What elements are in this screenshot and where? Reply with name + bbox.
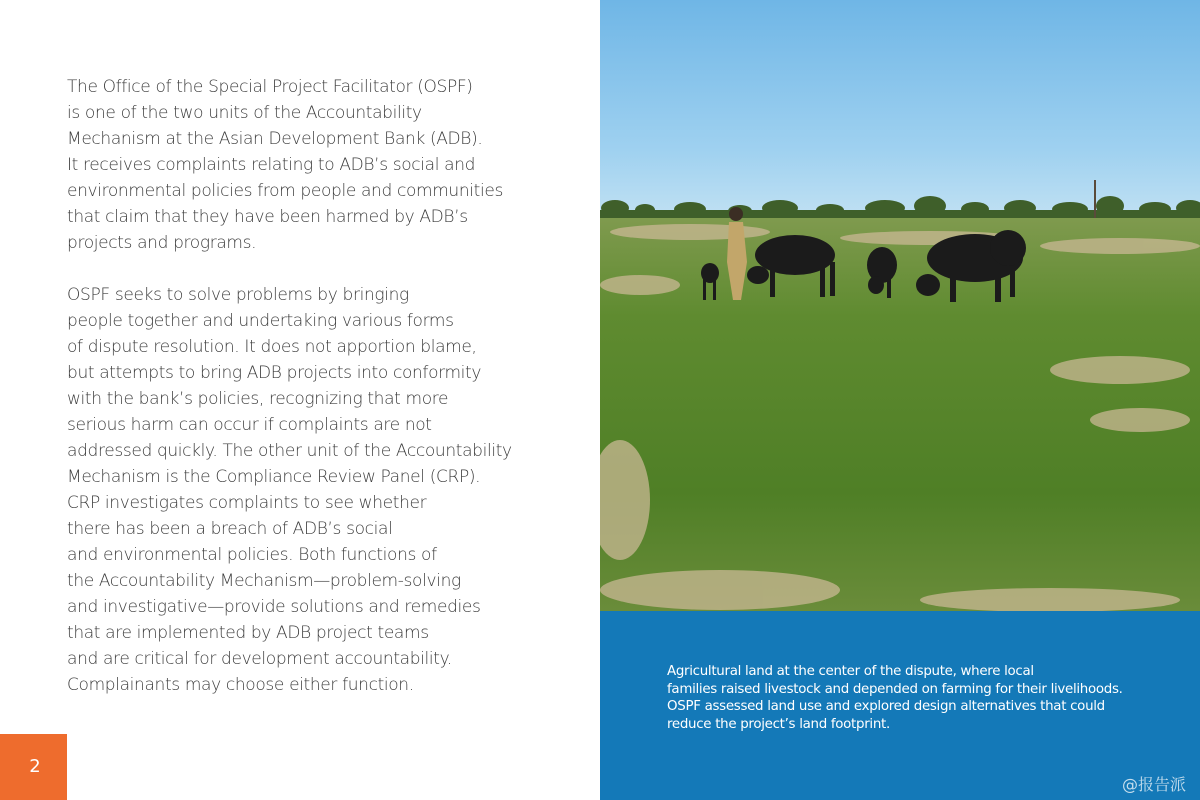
photo-caption [667, 663, 1187, 733]
page-number: 2 [29, 756, 41, 777]
text-line: people together and undertaking various forms [67, 311, 454, 331]
caption-line: Agricultural land at the center of the dispute, where local [667, 664, 1034, 679]
text-line: environmental policies from people and communities [67, 181, 503, 201]
text-line: serious harm can occur if complaints are not [67, 415, 432, 435]
paragraph-ospf-role [67, 282, 587, 698]
field-photo [600, 0, 1200, 611]
caption-panel [600, 611, 1200, 800]
paragraph-intro [67, 74, 587, 256]
text-line: Mechanism is the Compliance Review Panel (CRP). [67, 467, 481, 487]
text-line: Complainants may choose either function. [67, 675, 414, 695]
text-line: the Accountability Mechanism—problem-solving [67, 571, 461, 591]
body-text [67, 74, 587, 724]
watermark: @报告派 [1121, 775, 1186, 794]
caption-line: families raised livestock and depended on farming for their livelihoods. [667, 681, 1123, 697]
text-line: that are implemented by ADB project teams [67, 623, 429, 643]
text-line: of dispute resolution. It does not apportion blame, [67, 337, 477, 357]
text-line: but attempts to bring ADB projects into conformity [67, 363, 482, 383]
text-line: addressed quickly. The other unit of the Accountability [67, 441, 512, 461]
caption-line: reduce the project’s land footprint. [667, 716, 890, 732]
text-line: and investigative—provide solutions and remedies [67, 597, 481, 617]
text-line: there has been a breach of ADB’s social [67, 519, 393, 539]
text-line: projects and programs. [67, 233, 257, 253]
text-line: and environmental policies. Both functions of [67, 545, 437, 565]
right-page [600, 0, 1200, 800]
text-line: The Office of the Special Project Facilitator (OSPF) [67, 77, 473, 97]
text-line: It receives complaints relating to ADB’s social and [67, 155, 476, 175]
text-line: and are critical for development accountability. [67, 649, 452, 669]
field-photo-illustration [600, 0, 1200, 611]
text-line: is one of the two units of the Accountability [67, 103, 422, 123]
text-line: CRP investigates complaints to see whether [67, 493, 427, 513]
text-line: Mechanism at the Asian Development Bank (ADB). [67, 129, 483, 149]
text-line: with the bank’s policies, recognizing that more [67, 389, 449, 409]
text-line: OSPF seeks to solve problems by bringing [67, 285, 409, 305]
caption-line: OSPF assessed land use and explored design alternatives that could [667, 699, 1105, 714]
text-line: that claim that they have been harmed by ADB’s [67, 207, 468, 227]
page-number-tab [0, 734, 67, 800]
sky [600, 0, 1200, 215]
